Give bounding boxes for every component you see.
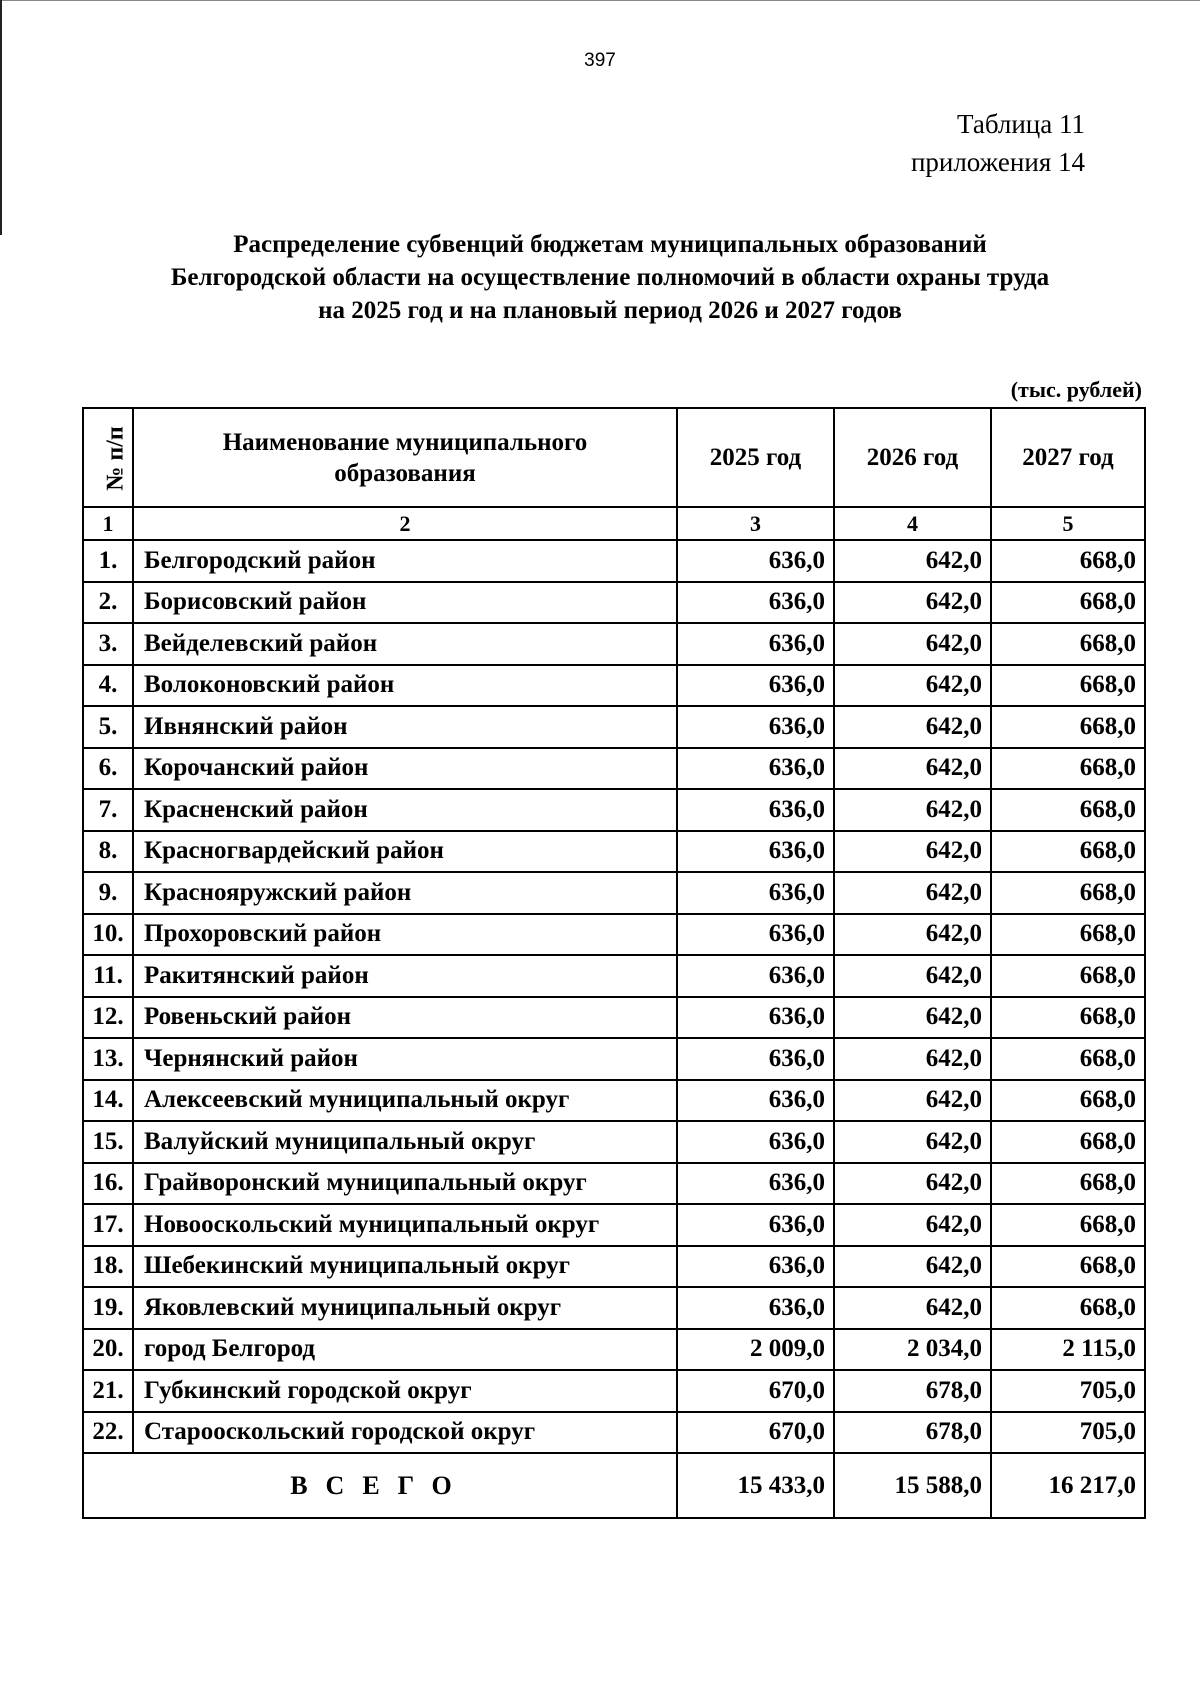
table-row	[83, 1204, 1145, 1246]
table-row	[83, 623, 1145, 665]
value-2026: 642,0	[834, 1246, 991, 1288]
value-2025: 636,0	[677, 831, 834, 873]
value-2026: 642,0	[834, 665, 991, 707]
table-row	[83, 1038, 1145, 1080]
row-number: 2.	[83, 582, 133, 624]
header-2027: 2027 год	[991, 408, 1145, 507]
value-2027: 668,0	[991, 1038, 1145, 1080]
value-2025: 636,0	[677, 1204, 834, 1246]
table-row	[83, 914, 1145, 956]
value-2027: 668,0	[991, 1246, 1145, 1288]
total-row	[83, 1453, 1145, 1518]
value-2026: 642,0	[834, 872, 991, 914]
value-2026: 642,0	[834, 955, 991, 997]
header-municipality-name: Наименование муниципального образования	[133, 408, 677, 507]
municipality-name: Корочанский район	[133, 748, 677, 790]
value-2025: 636,0	[677, 582, 834, 624]
row-number: 7.	[83, 789, 133, 831]
value-2025: 636,0	[677, 1287, 834, 1329]
table-row	[83, 706, 1145, 748]
table-row	[83, 540, 1145, 582]
value-2025: 636,0	[677, 1121, 834, 1163]
value-2025: 636,0	[677, 706, 834, 748]
value-2026: 642,0	[834, 1038, 991, 1080]
row-number: 20.	[83, 1329, 133, 1371]
table-row	[83, 789, 1145, 831]
value-2026: 642,0	[834, 582, 991, 624]
value-2025: 636,0	[677, 955, 834, 997]
value-2026: 642,0	[834, 1121, 991, 1163]
table-row	[83, 582, 1145, 624]
header-2025: 2025 год	[677, 408, 834, 507]
row-number: 19.	[83, 1287, 133, 1329]
table-row	[83, 1246, 1145, 1288]
units-label: (тыс. рублей)	[1010, 377, 1142, 402]
value-2025: 636,0	[677, 540, 834, 582]
total-label: ВСЕГО	[83, 1453, 677, 1518]
table-row	[83, 1370, 1145, 1412]
row-number: 5.	[83, 706, 133, 748]
column-index: 4	[834, 507, 991, 540]
municipality-name: Волоконовский район	[133, 665, 677, 707]
table-row	[83, 872, 1145, 914]
value-2026: 642,0	[834, 914, 991, 956]
table-header-row	[83, 408, 1145, 507]
value-2027: 668,0	[991, 748, 1145, 790]
value-2025: 636,0	[677, 748, 834, 790]
municipality-name: Губкинский городской округ	[133, 1370, 677, 1412]
appendix-annex-label: приложения 14	[910, 147, 1085, 177]
table-row	[83, 748, 1145, 790]
value-2026: 642,0	[834, 1080, 991, 1122]
page-number: 397	[584, 50, 616, 71]
document-title	[60, 228, 1160, 327]
row-number: 4.	[83, 665, 133, 707]
row-number: 17.	[83, 1204, 133, 1246]
municipality-name: Красногвардейский район	[133, 831, 677, 873]
municipality-name: Краснояружский район	[133, 872, 677, 914]
table-row	[83, 1121, 1145, 1163]
municipality-name: Ровеньский район	[133, 997, 677, 1039]
value-2026: 642,0	[834, 1163, 991, 1205]
municipality-name: Белгородский район	[133, 540, 677, 582]
total-2027: 16 217,0	[991, 1453, 1145, 1518]
value-2027: 668,0	[991, 540, 1145, 582]
value-2026: 642,0	[834, 789, 991, 831]
table-row	[83, 997, 1145, 1039]
municipality-name: Красненский район	[133, 789, 677, 831]
row-number: 14.	[83, 1080, 133, 1122]
municipality-name: Чернянский район	[133, 1038, 677, 1080]
municipality-name: Валуйский муниципальный округ	[133, 1121, 677, 1163]
column-index: 5	[991, 507, 1145, 540]
table-row	[83, 665, 1145, 707]
column-index-row	[83, 507, 1145, 540]
value-2026: 642,0	[834, 1204, 991, 1246]
row-number: 15.	[83, 1121, 133, 1163]
column-index: 1	[83, 507, 133, 540]
total-2025: 15 433,0	[677, 1453, 834, 1518]
value-2027: 668,0	[991, 789, 1145, 831]
row-number: 1.	[83, 540, 133, 582]
value-2027: 705,0	[991, 1412, 1145, 1454]
row-number: 22.	[83, 1412, 133, 1454]
municipality-name: город Белгород	[133, 1329, 677, 1371]
scan-left-edge	[0, 0, 2, 235]
municipality-name: Грайворонский муниципальный округ	[133, 1163, 677, 1205]
value-2025: 636,0	[677, 997, 834, 1039]
appendix-reference	[911, 105, 1085, 181]
value-2025: 636,0	[677, 789, 834, 831]
row-number: 3.	[83, 623, 133, 665]
value-2025: 670,0	[677, 1412, 834, 1454]
table-row	[83, 955, 1145, 997]
value-2027: 668,0	[991, 914, 1145, 956]
value-2025: 636,0	[677, 623, 834, 665]
value-2025: 636,0	[677, 1080, 834, 1122]
value-2027: 668,0	[991, 1287, 1145, 1329]
municipality-name: Борисовский район	[133, 582, 677, 624]
value-2027: 668,0	[991, 1121, 1145, 1163]
table-row	[83, 1287, 1145, 1329]
value-2026: 2 034,0	[834, 1329, 991, 1371]
table-row	[83, 1163, 1145, 1205]
scan-top-edge	[0, 0, 1200, 1]
value-2027: 668,0	[991, 706, 1145, 748]
row-number: 16.	[83, 1163, 133, 1205]
title-line-3: на 2025 год и на плановый период 2026 и 2027 годов	[318, 297, 902, 324]
value-2027: 668,0	[991, 1163, 1145, 1205]
value-2025: 636,0	[677, 1038, 834, 1080]
row-number: 11.	[83, 955, 133, 997]
column-index: 3	[677, 507, 834, 540]
value-2026: 642,0	[834, 997, 991, 1039]
value-2027: 668,0	[991, 665, 1145, 707]
row-number: 21.	[83, 1370, 133, 1412]
value-2027: 2 115,0	[991, 1329, 1145, 1371]
value-2026: 642,0	[834, 540, 991, 582]
value-2025: 636,0	[677, 1246, 834, 1288]
value-2025: 636,0	[677, 914, 834, 956]
value-2025: 636,0	[677, 665, 834, 707]
value-2027: 668,0	[991, 582, 1145, 624]
value-2027: 705,0	[991, 1370, 1145, 1412]
header-2026: 2026 год	[834, 408, 991, 507]
row-number: 18.	[83, 1246, 133, 1288]
row-number: 6.	[83, 748, 133, 790]
value-2027: 668,0	[991, 1204, 1145, 1246]
value-2025: 636,0	[677, 1163, 834, 1205]
value-2026: 642,0	[834, 748, 991, 790]
value-2027: 668,0	[991, 623, 1145, 665]
municipality-name: Ракитянский район	[133, 955, 677, 997]
column-index: 2	[133, 507, 677, 540]
municipality-name: Ивнянский район	[133, 706, 677, 748]
table-row	[83, 831, 1145, 873]
appendix-table-label: Таблица 11	[957, 109, 1085, 139]
header-number: № п/п	[83, 408, 133, 507]
total-2026: 15 588,0	[834, 1453, 991, 1518]
row-number: 12.	[83, 997, 133, 1039]
value-2025: 670,0	[677, 1370, 834, 1412]
value-2026: 678,0	[834, 1370, 991, 1412]
value-2027: 668,0	[991, 997, 1145, 1039]
municipality-name: Шебекинский муниципальный округ	[133, 1246, 677, 1288]
value-2026: 678,0	[834, 1412, 991, 1454]
value-2027: 668,0	[991, 955, 1145, 997]
value-2026: 642,0	[834, 831, 991, 873]
row-number: 8.	[83, 831, 133, 873]
municipality-name: Вейделевский район	[133, 623, 677, 665]
row-number: 10.	[83, 914, 133, 956]
value-2027: 668,0	[991, 1080, 1145, 1122]
municipality-name: Яковлевский муниципальный округ	[133, 1287, 677, 1329]
value-2027: 668,0	[991, 872, 1145, 914]
subvention-table	[82, 407, 1146, 1519]
municipality-name: Старооскольский городской округ	[133, 1412, 677, 1454]
title-line-2: Белгородской области на осуществление полномочий в области охраны труда	[170, 264, 1050, 291]
municipality-name: Прохоровский район	[133, 914, 677, 956]
table-row	[83, 1412, 1145, 1454]
table-row	[83, 1329, 1145, 1371]
row-number: 13.	[83, 1038, 133, 1080]
municipality-name: Алексеевский муниципальный округ	[133, 1080, 677, 1122]
row-number: 9.	[83, 872, 133, 914]
title-line-1: Распределение субвенций бюджетам муниципальных образований	[233, 231, 987, 258]
value-2026: 642,0	[834, 706, 991, 748]
municipality-name: Новооскольский муниципальный округ	[133, 1204, 677, 1246]
value-2025: 636,0	[677, 872, 834, 914]
value-2026: 642,0	[834, 1287, 991, 1329]
table-row	[83, 1080, 1145, 1122]
value-2025: 2 009,0	[677, 1329, 834, 1371]
value-2026: 642,0	[834, 623, 991, 665]
value-2027: 668,0	[991, 831, 1145, 873]
